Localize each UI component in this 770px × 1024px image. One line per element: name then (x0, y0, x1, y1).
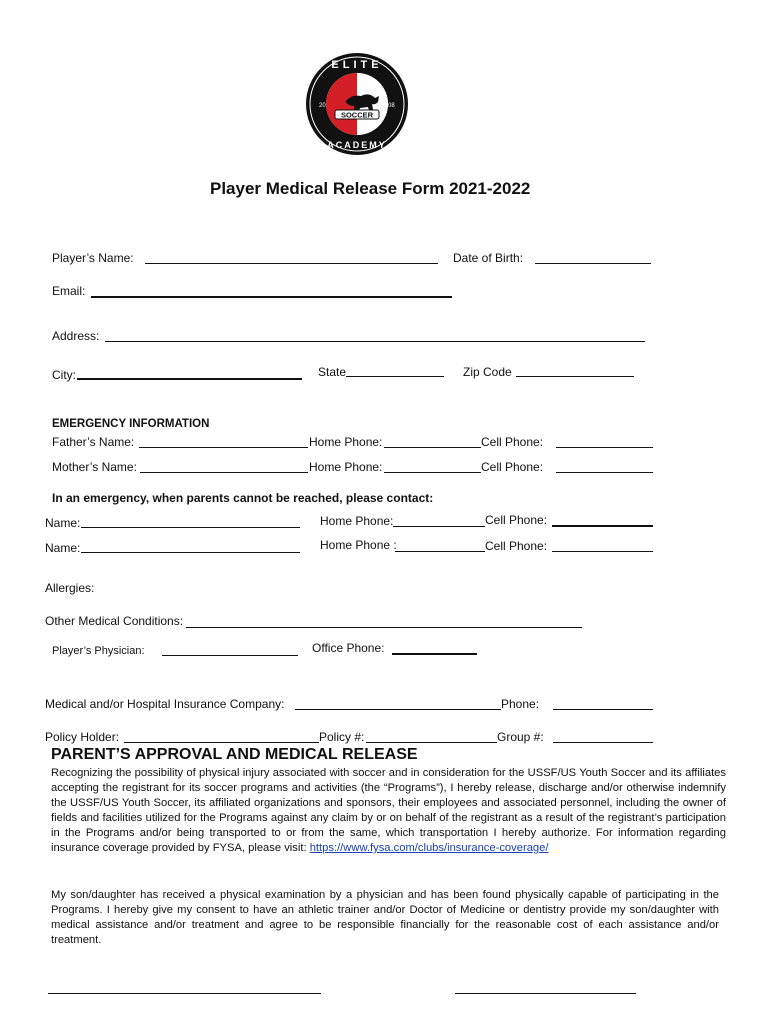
zip-label: Zip Code (463, 365, 512, 379)
contact2-cell-phone-label: Cell Phone: (485, 539, 548, 553)
parent-signature-line[interactable] (48, 993, 321, 994)
mother-name-field[interactable] (140, 472, 308, 473)
group-number-label: Group #: (497, 730, 544, 744)
contact1-cell-phone-field[interactable] (552, 525, 653, 527)
elite-soccer-academy-logo (305, 52, 409, 156)
group-number-field[interactable] (553, 742, 653, 743)
policy-number-label: Policy #: (319, 730, 365, 744)
insurance-field[interactable] (295, 709, 501, 710)
contact2-name-label: Name: (45, 541, 81, 555)
other-conditions-field[interactable] (186, 627, 582, 628)
contact1-name-label: Name: (45, 516, 81, 530)
emergency-heading: EMERGENCY INFORMATION (52, 418, 210, 430)
city-label: City: (52, 368, 76, 382)
emergency-contact-heading: In an emergency, when parents cannot be reached, please contact: (52, 491, 434, 505)
svg-text:08: 08 (388, 103, 395, 109)
state-label: State (318, 365, 347, 379)
email-label: Email: (52, 284, 86, 298)
contact2-name-field[interactable] (81, 552, 300, 553)
page-title: Player Medical Release Form 2021-2022 (210, 179, 531, 198)
signature-date-line[interactable] (455, 993, 636, 994)
release-heading: PARENT’S APPROVAL AND MEDICAL RELEASE (51, 746, 418, 763)
contact1-cell-phone-label: Cell Phone: (485, 513, 548, 527)
policy-holder-field[interactable] (124, 742, 319, 743)
contact1-name-field[interactable] (81, 527, 300, 528)
zip-field[interactable] (516, 376, 634, 377)
address-field[interactable] (105, 341, 645, 342)
father-cell-phone-label: Cell Phone: (481, 435, 544, 449)
contact1-home-phone-field[interactable] (393, 526, 485, 527)
release-paragraph-text: Recognizing the possibility of physical injury associated with soccer and in consideration for the USSF/US Youth Soccer and its affiliates accepting the registrant for its soccer programs and activities (the “Programs”), I hereby release, discharge and/or otherwise indemnify the USSF/US Youth Soccer, its affiliated organizations and sponsors, their employees and associated personnel, including the owner of fields and facilities utilized for the Programs against any claim by or on behalf of the registrant as a result of the registrant’s participation in the Programs and/or being transported to or from the same, which transportation I hereby authorize. For information regarding insurance coverage provided by FYSA, please visit: (51, 767, 726, 854)
physician-label: Player’s Physician: (52, 645, 145, 657)
svg-text:20: 20 (319, 103, 326, 109)
insurance-phone-label: Phone: (501, 697, 540, 711)
address-label: Address: (52, 329, 100, 343)
father-name-field[interactable] (139, 447, 308, 448)
policy-number-field[interactable] (366, 742, 497, 743)
office-phone-field[interactable] (392, 653, 477, 655)
contact2-home-phone-field[interactable] (395, 551, 485, 552)
email-field[interactable] (91, 296, 452, 298)
state-field[interactable] (346, 376, 444, 377)
physician-field[interactable] (162, 655, 298, 656)
father-name-label: Father’s Name: (52, 435, 135, 449)
dob-label: Date of Birth: (453, 251, 524, 265)
other-conditions-label: Other Medical Conditions: (45, 614, 184, 628)
mother-home-phone-label: Home Phone: (309, 460, 383, 474)
city-field[interactable] (77, 378, 302, 380)
mother-home-phone-field[interactable] (384, 472, 481, 473)
dob-field[interactable] (535, 263, 651, 264)
consent-paragraph: My son/daughter has received a physical examination by a physician and has been found physically capable of participating in the Programs. I hereby give my consent to have an athletic trainer and/or Doctor of Medicine or dentistry provide my son/daughter with medical assistance and/or treatment and agree to be responsible financially for the reasonable cost of each assistance and/or treatment. (51, 889, 719, 946)
contact2-cell-phone-field[interactable] (552, 551, 653, 552)
mother-cell-phone-field[interactable] (556, 472, 653, 473)
svg-text:ACADEMY: ACADEMY (327, 140, 387, 150)
allergies-label: Allergies: (45, 581, 95, 595)
policy-holder-label: Policy Holder: (45, 730, 120, 744)
player-name-label: Player’s Name: (52, 251, 134, 265)
release-paragraph (51, 766, 726, 856)
insurance-phone-field[interactable] (553, 709, 653, 710)
contact2-home-phone-label: Home Phone : (320, 538, 397, 552)
mother-name-label: Mother’s Name: (52, 460, 137, 474)
office-phone-label: Office Phone: (312, 641, 385, 655)
mother-cell-phone-label: Cell Phone: (481, 460, 544, 474)
svg-text:ELITE: ELITE (331, 59, 383, 71)
player-name-field[interactable] (145, 263, 438, 264)
contact1-home-phone-label: Home Phone: (320, 514, 394, 528)
father-home-phone-field[interactable] (384, 447, 481, 448)
insurance-label: Medical and/or Hospital Insurance Company: (45, 697, 285, 711)
father-home-phone-label: Home Phone: (309, 435, 383, 449)
father-cell-phone-field[interactable] (556, 447, 653, 448)
insurance-coverage-link[interactable]: https://www.fysa.com/clubs/insurance-coverage/ (309, 842, 549, 854)
svg-text:SOCCER: SOCCER (340, 110, 374, 120)
